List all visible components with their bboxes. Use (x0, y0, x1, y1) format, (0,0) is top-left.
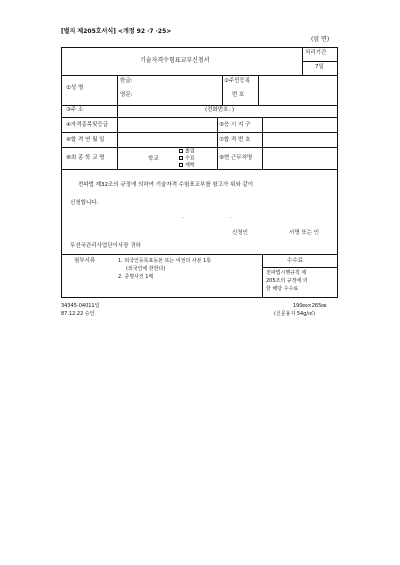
fee-rule-line3: 한 해당 수수료 (266, 286, 299, 292)
divider (61, 75, 338, 76)
signature-label: 서명 또는 인 (289, 230, 320, 236)
paper-size: 190㎜×265㎜ (293, 303, 327, 309)
checkbox-icon (179, 149, 183, 153)
fee-label: 수수료 (287, 258, 303, 264)
phone-label: (전화번호: ) (205, 107, 235, 113)
divider (302, 61, 338, 62)
pass-date-label: ⑥합 격 연 월 일 (66, 137, 105, 143)
workplace-label: ⑨현 근무처명 (219, 155, 253, 161)
page-side-label: (앞 면) (311, 36, 330, 43)
fee-rule-line1: 전파법시행규칙 제 (266, 270, 307, 276)
checkbox-enrolled[interactable]: 재학 (179, 163, 195, 169)
attachments-label: 첨부서류 (74, 258, 96, 264)
checkbox-completed[interactable]: 수료 (179, 156, 195, 162)
divider (61, 147, 338, 148)
form-reference: [별지 제205호서식] <개정 92 ·7 ·25> (61, 28, 172, 35)
name-label: ①성 명 (66, 85, 84, 91)
divider (61, 117, 338, 118)
school-word: 학교 (148, 156, 159, 162)
divider (61, 169, 338, 170)
rrn-label-line1: ②주민등록 (224, 78, 251, 84)
attachment-item-2: 2. 증명사진 1매 (118, 274, 154, 280)
divider (61, 132, 338, 133)
declaration-sentence-end: 신청합니다. (70, 200, 99, 206)
form-title: 기술자격수험표교부신청서 (140, 57, 210, 64)
license-grade-label: ④자격종목및등급 (66, 122, 109, 128)
rrn-label-line2: 번 호 (232, 92, 245, 98)
form-code: 34345-04011일 (61, 303, 100, 309)
declaration-sentence: 전파법 제32조의 규정에 의하여 기술자격 수험표교부를 참고가 위와 같이 (78, 182, 254, 188)
attachment-item-1-note: (외국인에 한한다) (126, 266, 166, 272)
divider (262, 254, 263, 298)
divider (61, 254, 338, 255)
divider (217, 117, 218, 169)
approval-date: 87.12.22 승인 (61, 311, 95, 317)
processing-period-value: 7일 (315, 64, 324, 70)
fee-rule-line2: 205조의 규정에 의 (266, 278, 308, 284)
exam-area-label: ⑤응 시 지 구 (219, 122, 251, 128)
divider (258, 75, 259, 105)
attachment-item-1: 1. 외국인등록표등본 또는 여권의 사본 1통 (118, 258, 212, 264)
date-dots: . . (182, 214, 254, 220)
education-label: ⑧최 종 학 교 명 (66, 155, 105, 161)
addressee: 무선국관리사업단이사장 귀하 (70, 243, 141, 249)
divider (117, 75, 118, 169)
checkbox-graduated[interactable]: 졸업 (179, 149, 195, 155)
divider (222, 75, 223, 105)
applicant-label: 신청인 (232, 230, 248, 236)
divider (262, 117, 263, 169)
checkbox-icon (179, 156, 183, 160)
paper-type: (신문용지 54g/㎡) (274, 311, 316, 317)
name-korean-field[interactable]: 한글: (120, 78, 133, 84)
name-english-field[interactable]: 영문: (120, 92, 133, 98)
divider (61, 105, 338, 106)
divider (262, 267, 338, 268)
address-label: ③주 소 (66, 107, 84, 113)
pass-number-label: ⑦합 격 번 호 (219, 137, 251, 143)
checkbox-icon (179, 163, 183, 167)
processing-period-label: 처리기간 (305, 50, 327, 56)
